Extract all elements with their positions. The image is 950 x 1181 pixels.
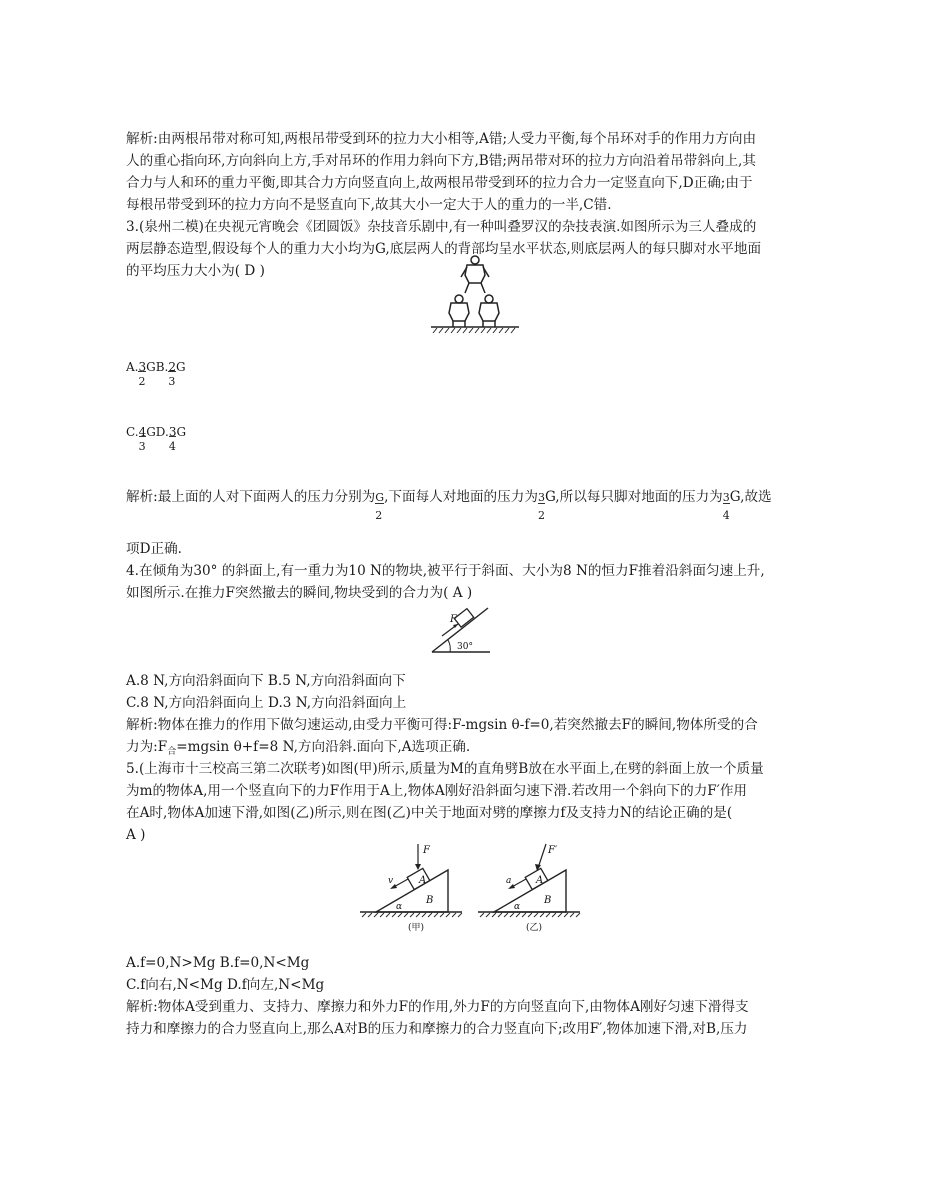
force-label: F [450,614,457,625]
block-a-label: A [536,875,544,886]
question-5-options: A.f=0,N>Mg B.f=0,N<Mg [126,955,310,971]
figure-caption: (乙) [526,923,543,933]
wedge-b-label: B [544,895,552,906]
acrobat-figure [425,253,525,335]
fraction: 2 3 [168,360,176,388]
question-5-text: 5.(上海市十三校高三第二次联考)如图(甲)所示,质量为M的直角劈B放在水平面上,在劈的斜面上放一个质量 [126,761,764,777]
option-a-label: A. [126,360,139,374]
question-4-text: 4.在倾角为30° 的斜面上,有一重力为10 N的物块,被平行于斜面、大小为8 N的恒力F推着沿斜面匀速上升, [126,563,765,579]
option-row-cd: C.4 3 GD.3 4 G [126,421,186,443]
fraction: 3 4 [168,425,177,453]
force-f-prime-label: F′ [548,845,558,856]
fraction: $\frac{3}{2}$ [537,491,545,522]
wedge-figure-jia [356,840,466,935]
question-3-analysis: 项D正确. [126,541,183,557]
question-4-options: A.8 N,方向沿斜面向下 B.5 N,方向沿斜面向下 [126,673,406,689]
option-b-label: GB. [146,360,169,374]
velocity-label: v [388,876,394,886]
question-4-analysis: 力为$:F_合=mgsin$ θ+f=8 N,方向沿斜.面向下,A选项正确. [126,739,471,757]
question-3-analysis: 解析:最上面的人对下面两人的压力分别为$\frac{G}{2}$ ,下面每人对地面的压力为$\frac{3}{2}$ G,所以每只脚对地面的压力为$\frac{3}{4}$ G,故选 [126,489,772,522]
wedge-b-label: B [426,895,434,906]
question-3-text: 3.(泉州二模)在央视元宵晚会《团圆饭》杂技音乐剧中,有一种叫叠罗汉的杂技表演.如图所示为三人叠成的 [126,219,757,235]
question-5-text: A ) [126,827,146,843]
incline-figure [428,600,494,656]
question-3-text: 两层静态造型,假设每个人的重力大小均为G,底层两人的背部均呈水平状态,则底层两人的每只脚对水平地面 [126,241,762,257]
fraction: 3 2 [138,360,147,388]
question-5-options: C.f向右,N<Mg D.f向左,N<Mg [126,977,325,993]
fraction: 4 3 [138,425,147,453]
question-5-analysis: 解析:物体A受到重力、支持力、摩擦力和外力F的作用,外力F的方向竖直向下,由物体A刚好匀速下滑得支 [126,999,749,1015]
question-3-text: 的平均压力大小为( D ) [126,263,265,279]
angle-label: 30° [457,642,473,652]
option-row-ab: A.3 2 GB.2 3 G [126,356,186,378]
question-5-analysis: 持力和摩擦力的合力竖直向上,那么A对B的压力和摩擦力的合力竖直向下;改用F′,物体加速下滑,对B,压力 [126,1021,748,1037]
analysis-line: 解析:由两根吊带对称可知,两根吊带受到环的拉力大小相等,A错;人受力平衡,每个吊环对手的作用力方向由 [126,131,757,147]
fraction: $\frac{3}{4}$ [722,491,730,522]
acceleration-label: a [506,876,512,886]
question-5-text: 为m的物体A,用一个竖直向下的力F作用于A上,物体A刚好沿斜面匀速下滑.若改用一个斜向下的力F′作用 [126,783,748,799]
force-f-label: F [423,845,430,856]
question-4-analysis: 解析:物体在推力的作用下做匀速运动,由受力平衡可得:F-mgsin θ-f=0,若突然撤去F的瞬间,物体所受的合 [126,717,758,733]
question-4-options: C.8 N,方向沿斜面向上 D.3 N,方向沿斜面向上 [126,695,407,711]
option-c-label: C. [126,425,139,439]
question-4-text: 如图所示.在推力F突然撤去的瞬间,物块受到的合力为( A ) [126,585,473,601]
angle-alpha-label: α [514,902,521,912]
analysis-line: 合力与人和环的重力平衡,即其合力方向竖直向上,故两根吊带受到环的拉力合力一定竖直向下,D正确;由于 [126,175,753,191]
angle-alpha-label: α [396,902,403,912]
question-5-text: 在A时,物体A加速下滑,如图(乙)所示,则在图(乙)中关于地面对劈的摩擦力f及支持力N的结论正确的是( [126,805,733,821]
figure-caption: (甲) [408,923,425,933]
block-a-label: A [419,875,427,886]
analysis-line: 人的重心指向环,方向斜向上方,手对吊环的作用力斜向下方,B错;两吊带对环的拉力方向沿着吊带斜向上,其 [126,153,756,169]
analysis-line: 每根吊带受到环的拉力方向不是竖直向下,故其大小一定大于人的重力的一半,C错. [126,197,612,213]
option-d-label: GD. [146,425,169,439]
fraction: $\frac{G}{2}$ [375,491,385,522]
wedge-figure-yi [474,840,584,935]
